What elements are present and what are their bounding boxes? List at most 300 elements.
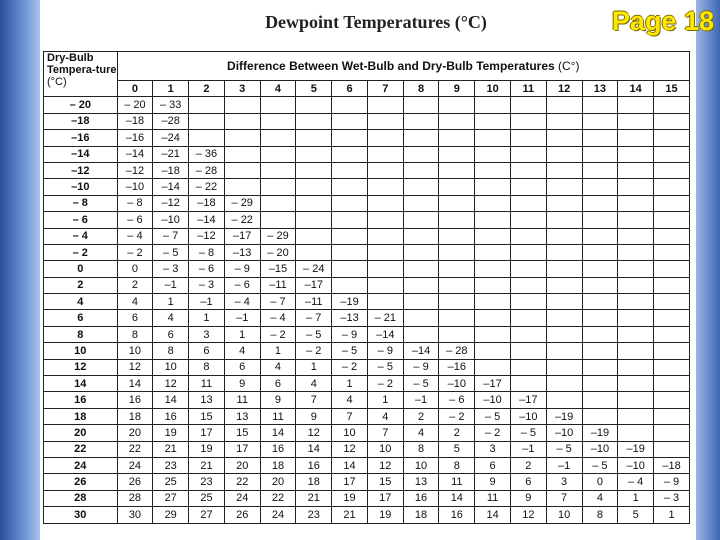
dewpoint-cell: –13 xyxy=(332,310,368,326)
dewpoint-cell xyxy=(618,376,654,392)
dewpoint-cell xyxy=(224,146,260,162)
dewpoint-cell xyxy=(439,277,475,293)
dewpoint-cell: 10 xyxy=(153,359,189,375)
dewpoint-cell: –1 xyxy=(403,392,439,408)
dewpoint-cell xyxy=(618,228,654,244)
dewpoint-cell: 3 xyxy=(189,326,225,342)
dewpoint-cell xyxy=(439,294,475,310)
dewpoint-cell xyxy=(332,97,368,113)
dewpoint-cell xyxy=(403,212,439,228)
dewpoint-cell xyxy=(618,359,654,375)
dewpoint-cell: 12 xyxy=(510,507,546,523)
dewpoint-cell: –10 xyxy=(439,376,475,392)
dewpoint-cell xyxy=(332,261,368,277)
dewpoint-cell xyxy=(475,343,511,359)
dewpoint-cell: 1 xyxy=(260,343,296,359)
column-header: 1 xyxy=(153,81,189,97)
dewpoint-cell: –15 xyxy=(260,261,296,277)
dewpoint-cell: 18 xyxy=(296,474,332,490)
dewpoint-cell xyxy=(546,310,582,326)
dewpoint-cell xyxy=(618,244,654,260)
dry-bulb-value: – 2 xyxy=(44,244,118,260)
table-row xyxy=(44,392,690,408)
dewpoint-cell xyxy=(224,130,260,146)
dewpoint-cell xyxy=(654,392,690,408)
dewpoint-cell: 21 xyxy=(153,441,189,457)
dewpoint-cell xyxy=(475,146,511,162)
dewpoint-cell xyxy=(618,97,654,113)
dewpoint-cell xyxy=(510,261,546,277)
column-header: 7 xyxy=(367,81,403,97)
dewpoint-cell: 6 xyxy=(475,457,511,473)
dewpoint-cell xyxy=(546,359,582,375)
dewpoint-cell: 27 xyxy=(153,490,189,506)
dewpoint-cell: 22 xyxy=(224,474,260,490)
table-row xyxy=(44,457,690,473)
table-row xyxy=(44,261,690,277)
dewpoint-cell xyxy=(582,408,618,424)
dewpoint-cell: –28 xyxy=(153,113,189,129)
dewpoint-cell: –17 xyxy=(224,228,260,244)
dewpoint-cell: 18 xyxy=(403,507,439,523)
dry-bulb-value: 8 xyxy=(44,326,118,342)
dewpoint-cell: 1 xyxy=(618,490,654,506)
dewpoint-cell: 7 xyxy=(367,425,403,441)
dewpoint-cell xyxy=(582,359,618,375)
difference-header-label: Difference Between Wet-Bulb and Dry-Bulb Temperatures xyxy=(227,59,555,73)
dewpoint-cell xyxy=(403,146,439,162)
dewpoint-cell xyxy=(546,277,582,293)
dewpoint-cell xyxy=(475,277,511,293)
dry-bulb-value: 14 xyxy=(44,376,118,392)
dewpoint-cell: – 7 xyxy=(153,228,189,244)
dry-bulb-value: –18 xyxy=(44,113,118,129)
dewpoint-cell xyxy=(582,130,618,146)
dewpoint-cell xyxy=(475,228,511,244)
column-header: 11 xyxy=(510,81,546,97)
dewpoint-cell xyxy=(654,179,690,195)
dewpoint-cell xyxy=(260,97,296,113)
dewpoint-cell xyxy=(654,277,690,293)
dewpoint-cell: –18 xyxy=(153,162,189,178)
dewpoint-cell: 16 xyxy=(403,490,439,506)
dewpoint-cell xyxy=(582,113,618,129)
dewpoint-cell: 10 xyxy=(403,457,439,473)
dewpoint-cell: – 9 xyxy=(332,326,368,342)
dry-bulb-value: 24 xyxy=(44,457,118,473)
dewpoint-cell: – 9 xyxy=(367,343,403,359)
dewpoint-cell: –17 xyxy=(510,392,546,408)
dewpoint-cell: 4 xyxy=(296,376,332,392)
dewpoint-cell: 1 xyxy=(224,326,260,342)
dewpoint-cell xyxy=(403,326,439,342)
column-header: 6 xyxy=(332,81,368,97)
column-header-row xyxy=(44,81,690,97)
dewpoint-cell xyxy=(546,113,582,129)
dewpoint-cell: – 29 xyxy=(224,195,260,211)
dewpoint-cell xyxy=(296,228,332,244)
dewpoint-cell: 12 xyxy=(117,359,153,375)
dewpoint-cell xyxy=(654,359,690,375)
dry-bulb-value: 4 xyxy=(44,294,118,310)
dewpoint-cell xyxy=(546,392,582,408)
dewpoint-cell: – 9 xyxy=(224,261,260,277)
page-number-label: Page 18 xyxy=(611,6,714,36)
dewpoint-cell: 13 xyxy=(403,474,439,490)
dewpoint-cell: –10 xyxy=(153,212,189,228)
dewpoint-cell: – 3 xyxy=(189,277,225,293)
dewpoint-cell xyxy=(510,113,546,129)
dewpoint-cell: –10 xyxy=(475,392,511,408)
column-header: 13 xyxy=(582,81,618,97)
dewpoint-cell: 24 xyxy=(117,457,153,473)
dewpoint-cell xyxy=(332,146,368,162)
dry-bulb-value: 12 xyxy=(44,359,118,375)
dewpoint-cell xyxy=(403,261,439,277)
dewpoint-cell: – 5 xyxy=(582,457,618,473)
dewpoint-cell: – 5 xyxy=(403,376,439,392)
dewpoint-cell xyxy=(654,294,690,310)
dewpoint-cell: 19 xyxy=(153,425,189,441)
dewpoint-cell xyxy=(367,162,403,178)
dewpoint-cell xyxy=(439,326,475,342)
dewpoint-cell xyxy=(296,195,332,211)
table-body xyxy=(44,97,690,523)
dry-bulb-value: 18 xyxy=(44,408,118,424)
dewpoint-cell: –1 xyxy=(510,441,546,457)
dewpoint-cell xyxy=(654,441,690,457)
dewpoint-cell: 7 xyxy=(546,490,582,506)
dry-bulb-value: – 6 xyxy=(44,212,118,228)
dewpoint-cell xyxy=(403,162,439,178)
dewpoint-cell: –10 xyxy=(618,457,654,473)
dewpoint-cell: – 3 xyxy=(654,490,690,506)
table-row xyxy=(44,474,690,490)
dewpoint-cell xyxy=(189,130,225,146)
dewpoint-cell xyxy=(367,130,403,146)
table-row xyxy=(44,376,690,392)
dewpoint-cell: –10 xyxy=(510,408,546,424)
dewpoint-cell xyxy=(618,294,654,310)
dewpoint-cell xyxy=(296,179,332,195)
dewpoint-cell xyxy=(367,146,403,162)
dewpoint-cell xyxy=(260,212,296,228)
dry-bulb-header-label: Dry-Bulb Tempera-ture xyxy=(47,52,117,76)
dewpoint-cell: 9 xyxy=(510,490,546,506)
dewpoint-cell: 15 xyxy=(189,408,225,424)
dewpoint-cell: 6 xyxy=(224,359,260,375)
dewpoint-cell xyxy=(332,113,368,129)
table-row xyxy=(44,425,690,441)
dewpoint-cell xyxy=(296,162,332,178)
dewpoint-cell xyxy=(582,294,618,310)
dewpoint-cell: – 6 xyxy=(439,392,475,408)
dewpoint-cell: 10 xyxy=(117,343,153,359)
dewpoint-cell xyxy=(332,162,368,178)
dewpoint-cell xyxy=(582,146,618,162)
column-header: 5 xyxy=(296,81,332,97)
dewpoint-cell xyxy=(654,244,690,260)
dewpoint-cell: 3 xyxy=(546,474,582,490)
dewpoint-cell: 21 xyxy=(296,490,332,506)
column-header: 8 xyxy=(403,81,439,97)
dewpoint-cell: 19 xyxy=(367,507,403,523)
dry-bulb-header xyxy=(44,52,118,97)
dewpoint-cell: – 3 xyxy=(153,261,189,277)
dewpoint-cell: – 6 xyxy=(117,212,153,228)
dewpoint-cell: 11 xyxy=(224,392,260,408)
dewpoint-cell xyxy=(618,277,654,293)
dewpoint-cell xyxy=(367,261,403,277)
table-row xyxy=(44,359,690,375)
dewpoint-cell: 19 xyxy=(189,441,225,457)
dewpoint-cell: 4 xyxy=(117,294,153,310)
dewpoint-cell xyxy=(367,113,403,129)
dewpoint-cell: – 9 xyxy=(403,359,439,375)
table-row xyxy=(44,490,690,506)
dewpoint-cell: –17 xyxy=(296,277,332,293)
table-row xyxy=(44,195,690,211)
dewpoint-cell xyxy=(260,113,296,129)
dewpoint-cell: 12 xyxy=(296,425,332,441)
dewpoint-cell: – 5 xyxy=(296,326,332,342)
dewpoint-cell xyxy=(654,261,690,277)
dewpoint-cell: 4 xyxy=(260,359,296,375)
dewpoint-cell: –14 xyxy=(367,326,403,342)
dewpoint-cell xyxy=(546,294,582,310)
dewpoint-cell: – 2 xyxy=(367,376,403,392)
dewpoint-cell: 0 xyxy=(582,474,618,490)
dewpoint-cell xyxy=(510,376,546,392)
dewpoint-cell: 6 xyxy=(189,343,225,359)
dewpoint-cell: 19 xyxy=(332,490,368,506)
dewpoint-cell: 14 xyxy=(439,490,475,506)
dewpoint-cell xyxy=(654,146,690,162)
dewpoint-cell: 17 xyxy=(224,441,260,457)
dewpoint-cell: 2 xyxy=(403,408,439,424)
dewpoint-cell: 16 xyxy=(296,457,332,473)
dewpoint-cell xyxy=(654,195,690,211)
dewpoint-cell: –12 xyxy=(153,195,189,211)
dewpoint-cell xyxy=(332,212,368,228)
dewpoint-cell xyxy=(618,310,654,326)
dewpoint-cell xyxy=(510,195,546,211)
dewpoint-cell xyxy=(367,212,403,228)
dewpoint-cell xyxy=(367,97,403,113)
dewpoint-cell xyxy=(332,179,368,195)
dewpoint-cell: 26 xyxy=(117,474,153,490)
dewpoint-cell xyxy=(224,113,260,129)
column-header: 9 xyxy=(439,81,475,97)
dewpoint-cell: – 2 xyxy=(117,244,153,260)
dry-bulb-value: –16 xyxy=(44,130,118,146)
dewpoint-cell xyxy=(403,97,439,113)
dry-bulb-value: – 20 xyxy=(44,97,118,113)
dewpoint-cell: – 24 xyxy=(296,261,332,277)
dewpoint-cell: – 5 xyxy=(510,425,546,441)
dewpoint-cell: – 20 xyxy=(117,97,153,113)
column-header: 12 xyxy=(546,81,582,97)
dewpoint-cell: – 9 xyxy=(654,474,690,490)
dewpoint-cell xyxy=(510,179,546,195)
dewpoint-cell: 9 xyxy=(224,376,260,392)
page-title: Dewpoint Temperatures (°C) xyxy=(265,12,487,32)
dewpoint-cell xyxy=(654,97,690,113)
dry-bulb-value: –10 xyxy=(44,179,118,195)
dewpoint-cell xyxy=(582,228,618,244)
dewpoint-cell xyxy=(546,146,582,162)
dewpoint-cell: –19 xyxy=(618,441,654,457)
dewpoint-cell: 14 xyxy=(332,457,368,473)
dewpoint-cell xyxy=(546,244,582,260)
dewpoint-cell: –1 xyxy=(153,277,189,293)
dewpoint-cell xyxy=(546,343,582,359)
dewpoint-cell xyxy=(189,113,225,129)
dewpoint-cell: – 8 xyxy=(117,195,153,211)
dewpoint-cell: – 2 xyxy=(296,343,332,359)
dewpoint-cell xyxy=(582,376,618,392)
dewpoint-cell: 11 xyxy=(439,474,475,490)
dewpoint-cell: 8 xyxy=(582,507,618,523)
dewpoint-cell: 21 xyxy=(332,507,368,523)
dewpoint-cell: 13 xyxy=(224,408,260,424)
dewpoint-cell xyxy=(582,310,618,326)
dewpoint-cell: 8 xyxy=(189,359,225,375)
dewpoint-cell xyxy=(332,277,368,293)
dewpoint-cell: 18 xyxy=(117,408,153,424)
table-row xyxy=(44,228,690,244)
dewpoint-cell: –14 xyxy=(403,343,439,359)
dewpoint-cell: 28 xyxy=(117,490,153,506)
dry-bulb-value: –14 xyxy=(44,146,118,162)
dewpoint-cell: –10 xyxy=(117,179,153,195)
dewpoint-cell: –1 xyxy=(546,457,582,473)
dewpoint-cell xyxy=(403,310,439,326)
dewpoint-cell xyxy=(618,113,654,129)
dewpoint-cell: –16 xyxy=(117,130,153,146)
dewpoint-cell: 9 xyxy=(296,408,332,424)
dewpoint-cell: 9 xyxy=(260,392,296,408)
dry-bulb-value: 30 xyxy=(44,507,118,523)
table-row xyxy=(44,343,690,359)
dry-bulb-value: 20 xyxy=(44,425,118,441)
dewpoint-cell: – 5 xyxy=(367,359,403,375)
dewpoint-cell: –21 xyxy=(153,146,189,162)
dewpoint-cell xyxy=(510,130,546,146)
dewpoint-cell xyxy=(475,326,511,342)
dewpoint-cell: –14 xyxy=(189,212,225,228)
dewpoint-cell xyxy=(367,179,403,195)
dewpoint-cell: 8 xyxy=(439,457,475,473)
dewpoint-cell: 15 xyxy=(367,474,403,490)
dewpoint-cell: 20 xyxy=(224,457,260,473)
dewpoint-cell: 7 xyxy=(332,408,368,424)
dewpoint-cell xyxy=(582,162,618,178)
dewpoint-cell xyxy=(654,212,690,228)
table-row xyxy=(44,97,690,113)
dewpoint-cell: 11 xyxy=(260,408,296,424)
dewpoint-cell xyxy=(403,228,439,244)
dewpoint-cell xyxy=(618,179,654,195)
table-row xyxy=(44,326,690,342)
dewpoint-cell: 2 xyxy=(439,425,475,441)
column-header: 0 xyxy=(117,81,153,97)
dewpoint-cell: –1 xyxy=(224,310,260,326)
column-header: 4 xyxy=(260,81,296,97)
dewpoint-cell: –17 xyxy=(475,376,511,392)
dewpoint-cell xyxy=(510,277,546,293)
dewpoint-cell: –11 xyxy=(296,294,332,310)
dewpoint-cell xyxy=(546,195,582,211)
dewpoint-cell: 1 xyxy=(153,294,189,310)
dewpoint-cell xyxy=(654,326,690,342)
dewpoint-cell: 24 xyxy=(224,490,260,506)
dewpoint-cell xyxy=(439,113,475,129)
dewpoint-cell: 1 xyxy=(654,507,690,523)
dry-bulb-value: 0 xyxy=(44,261,118,277)
dewpoint-cell xyxy=(260,146,296,162)
table-row xyxy=(44,277,690,293)
dewpoint-cell xyxy=(367,228,403,244)
dewpoint-cell xyxy=(439,179,475,195)
background-band-right xyxy=(696,0,720,540)
dewpoint-cell xyxy=(510,212,546,228)
dewpoint-cell: 4 xyxy=(582,490,618,506)
dewpoint-cell xyxy=(189,97,225,113)
dewpoint-cell xyxy=(332,228,368,244)
dry-bulb-value: – 8 xyxy=(44,195,118,211)
dewpoint-cell: –11 xyxy=(260,277,296,293)
dewpoint-cell: 22 xyxy=(260,490,296,506)
dewpoint-cell xyxy=(439,146,475,162)
dewpoint-cell: 2 xyxy=(117,277,153,293)
table-row xyxy=(44,408,690,424)
dewpoint-cell xyxy=(510,162,546,178)
dry-bulb-value: 16 xyxy=(44,392,118,408)
dewpoint-cell: 18 xyxy=(260,457,296,473)
dewpoint-cell: –19 xyxy=(332,294,368,310)
dewpoint-cell xyxy=(582,326,618,342)
dewpoint-cell: 4 xyxy=(403,425,439,441)
dewpoint-cell: 20 xyxy=(260,474,296,490)
dewpoint-cell xyxy=(296,244,332,260)
dewpoint-table xyxy=(43,51,690,524)
dewpoint-cell xyxy=(260,130,296,146)
difference-header xyxy=(117,52,689,81)
dewpoint-cell: – 5 xyxy=(153,244,189,260)
dewpoint-cell: 6 xyxy=(510,474,546,490)
dewpoint-cell: – 22 xyxy=(189,179,225,195)
dewpoint-cell xyxy=(618,130,654,146)
dewpoint-cell: 4 xyxy=(332,392,368,408)
dewpoint-cell: – 22 xyxy=(224,212,260,228)
dewpoint-cell xyxy=(546,376,582,392)
dewpoint-cell xyxy=(510,146,546,162)
dewpoint-cell: 16 xyxy=(260,441,296,457)
dewpoint-cell xyxy=(510,343,546,359)
dewpoint-cell xyxy=(582,244,618,260)
dry-bulb-value: 28 xyxy=(44,490,118,506)
dry-bulb-value: 26 xyxy=(44,474,118,490)
dewpoint-cell: 25 xyxy=(153,474,189,490)
dewpoint-cell: – 7 xyxy=(296,310,332,326)
dewpoint-cell: 30 xyxy=(117,507,153,523)
table-row xyxy=(44,212,690,228)
dewpoint-cell: 6 xyxy=(260,376,296,392)
dewpoint-cell xyxy=(475,195,511,211)
column-header: 14 xyxy=(618,81,654,97)
dewpoint-cell: 17 xyxy=(367,490,403,506)
